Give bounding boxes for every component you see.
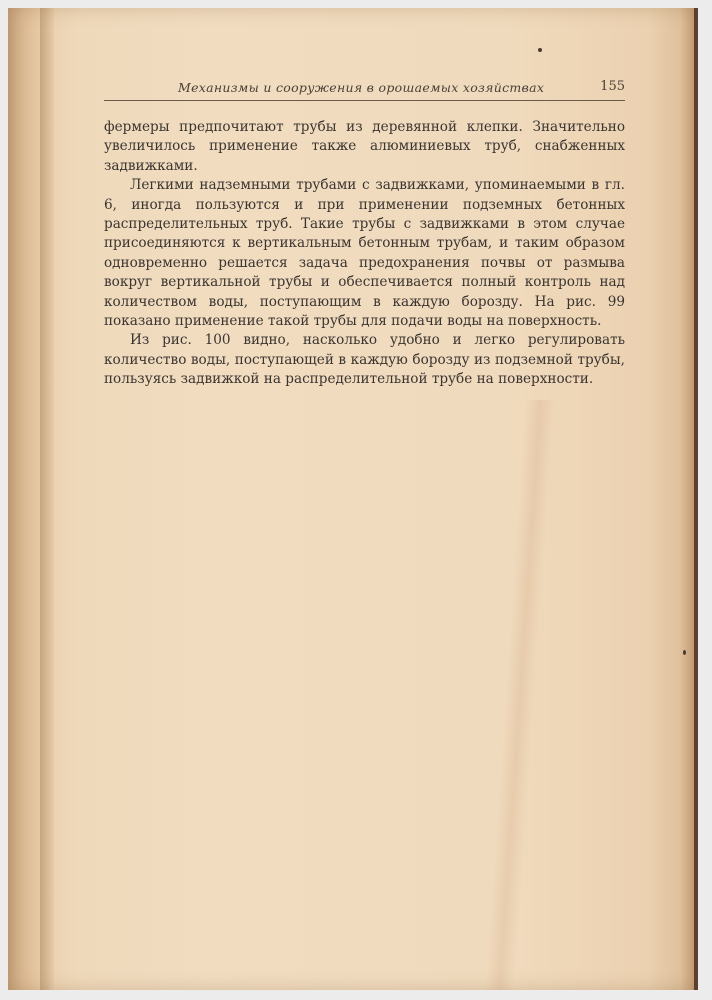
body-text — [104, 118, 625, 390]
page-right-edge — [694, 8, 698, 990]
paragraph-2: Легкими надземными трубами с задвижками, упоминаемыми в гл. 6, иногда пользуются и при применении подземных бетонных распределительных труб. Такие трубы с задвижками в этом случае присоединяются к вертикальным бетонным трубам, и таким образом одновременно решается задача предохранения почвы от размыва вокруг вертикальной трубы и обеспечивается полный контроль над количеством воды, поступающим в каждую борозду. На рис. 99 показано применение такой трубы для подачи воды на поверхность. — [104, 177, 625, 330]
page-number: 155 — [600, 79, 625, 94]
ink-speck — [683, 650, 686, 655]
running-title: Механизмы и сооружения в орошаемых хозяйствах — [178, 80, 545, 95]
book-gutter-shadow — [40, 8, 54, 990]
ink-speck — [538, 48, 542, 52]
paragraph-1: фермеры предпочитают трубы из деревянной клепки. Значительно увеличилось применение также алюминиевых труб, снабженных задвижками. — [104, 119, 625, 174]
running-header — [104, 78, 625, 101]
paragraph-3: Из рис. 100 видно, насколько удобно и легко регулировать количество воды, поступающей в каждую борозду из подземной трубы, пользуясь задвижкой на распределительной трубе на поверхности. — [104, 332, 625, 388]
